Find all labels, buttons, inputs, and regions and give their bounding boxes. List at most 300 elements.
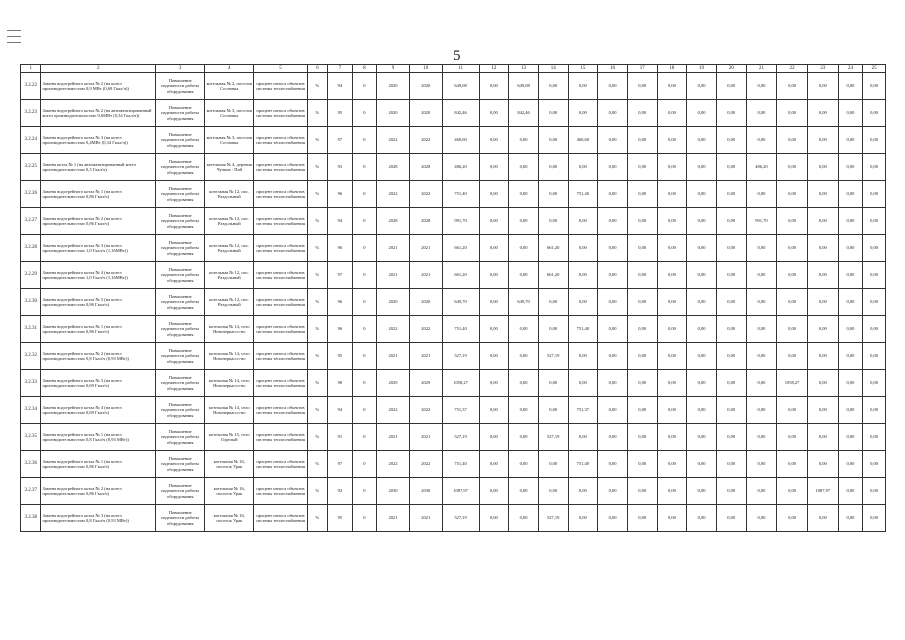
- measure-goal: Повышение надежности работы оборудования: [156, 343, 205, 370]
- base-value: 97: [328, 127, 353, 154]
- total-cost: 1058,27: [442, 370, 479, 397]
- facility: котельная № 16, поселок Урак: [205, 505, 254, 532]
- year-cost-22: 0,00: [777, 235, 808, 262]
- table-row: [21, 451, 886, 478]
- facility: котельная № 12, пос. Раздольный: [205, 181, 254, 208]
- column-number: 14: [538, 65, 568, 73]
- year-cost-23: 0,00: [807, 289, 838, 316]
- year-cost-21: 0,00: [746, 316, 777, 343]
- year-cost-15: 751,37: [568, 397, 598, 424]
- facility: котельная № 12, пос. Раздольный: [205, 262, 254, 289]
- year-cost-13: 649,70: [509, 289, 539, 316]
- facility: котельная № 4, деревня Чучков - Пай: [205, 154, 254, 181]
- year-cost-12: 0,00: [479, 127, 509, 154]
- total-cost: 751,40: [442, 451, 479, 478]
- end-year: 2022: [409, 316, 442, 343]
- year-cost-12: 0,00: [479, 154, 509, 181]
- year-cost-20: 0,00: [716, 316, 746, 343]
- total-cost: 991,70: [442, 208, 479, 235]
- year-cost-20: 0,00: [716, 505, 746, 532]
- year-cost-17: 0,00: [627, 451, 657, 478]
- year-cost-14: 0,00: [538, 154, 568, 181]
- year-cost-17: 0,00: [627, 370, 657, 397]
- row-code: 3.2.33: [21, 370, 41, 397]
- base-value: 96: [328, 316, 353, 343]
- row-code: 3.2.23: [21, 100, 41, 127]
- year-cost-20: 0,00: [716, 289, 746, 316]
- year-cost-23: 0,00: [807, 451, 838, 478]
- year-cost-17: 0,00: [627, 235, 657, 262]
- table-row: [21, 397, 886, 424]
- year-cost-18: 0,00: [657, 397, 687, 424]
- unit: %: [307, 154, 327, 181]
- start-year: 2022: [377, 127, 410, 154]
- year-cost-14: 661,20: [538, 235, 568, 262]
- unit: %: [307, 289, 327, 316]
- year-cost-17: 0,00: [627, 127, 657, 154]
- year-cost-16: 0,00: [598, 181, 628, 208]
- unit: %: [307, 235, 327, 262]
- row-code: 3.2.31: [21, 316, 41, 343]
- unit: %: [307, 262, 327, 289]
- year-cost-12: 0,00: [479, 100, 509, 127]
- total-cost: 661,20: [442, 262, 479, 289]
- unit: %: [307, 505, 327, 532]
- year-cost-23: 0,00: [807, 73, 838, 100]
- year-cost-24: 0,00: [838, 316, 863, 343]
- total-cost: 842,46: [442, 100, 479, 127]
- year-cost-18: 0,00: [657, 424, 687, 451]
- year-cost-24: 0,00: [838, 235, 863, 262]
- year-cost-22: 0,00: [777, 451, 808, 478]
- base-value: 91: [328, 424, 353, 451]
- measure-goal: Повышение надежности работы оборудования: [156, 262, 205, 289]
- column-number: 1: [21, 65, 41, 73]
- year-cost-18: 0,00: [657, 370, 687, 397]
- year-cost-20: 0,00: [716, 181, 746, 208]
- end-year: 2028: [409, 208, 442, 235]
- year-cost-23: 0,00: [807, 262, 838, 289]
- column-number: 22: [777, 65, 808, 73]
- year-cost-25: 0,00: [863, 154, 886, 181]
- year-cost-23: 0,00: [807, 235, 838, 262]
- year-cost-22: 0,00: [777, 316, 808, 343]
- total-cost: 527,19: [442, 505, 479, 532]
- unit: %: [307, 370, 327, 397]
- year-cost-15: 751,40: [568, 316, 598, 343]
- year-cost-24: 0,00: [838, 505, 863, 532]
- year-cost-25: 0,00: [863, 73, 886, 100]
- total-cost: 527,19: [442, 343, 479, 370]
- base-value: 93: [328, 154, 353, 181]
- year-cost-20: 0,00: [716, 451, 746, 478]
- row-code: 3.2.38: [21, 505, 41, 532]
- year-cost-12: 0,00: [479, 73, 509, 100]
- year-cost-14: 0,00: [538, 289, 568, 316]
- total-cost: 649,08: [442, 73, 479, 100]
- year-cost-23: 0,00: [807, 181, 838, 208]
- start-year: 2020: [377, 289, 410, 316]
- row-code: 3.2.25: [21, 154, 41, 181]
- target-value: 0: [352, 262, 377, 289]
- year-cost-25: 0,00: [863, 343, 886, 370]
- year-cost-16: 0,00: [598, 100, 628, 127]
- unit: %: [307, 316, 327, 343]
- table-row: [21, 262, 886, 289]
- year-cost-15: 0,00: [568, 208, 598, 235]
- year-cost-22: 0,00: [777, 424, 808, 451]
- start-year: 2022: [377, 397, 410, 424]
- year-cost-13: 0,00: [509, 370, 539, 397]
- end-year: 2020: [409, 100, 442, 127]
- start-year: 2020: [377, 100, 410, 127]
- year-cost-21: 0,00: [746, 262, 777, 289]
- year-cost-16: 0,00: [598, 208, 628, 235]
- year-cost-17: 0,00: [627, 478, 657, 505]
- year-cost-20: 0,00: [716, 370, 746, 397]
- year-cost-17: 0,00: [627, 262, 657, 289]
- year-cost-16: 0,00: [598, 262, 628, 289]
- measure-name: Замена водогрейного котла № 2 (на котел производительностью 0,8 Гкал/ч (0,93 МВт)): [41, 343, 156, 370]
- end-year: 2028: [409, 154, 442, 181]
- column-number: 6: [307, 65, 327, 73]
- year-cost-22: 0,00: [777, 181, 808, 208]
- year-cost-25: 0,00: [863, 397, 886, 424]
- year-cost-13: 0,00: [509, 424, 539, 451]
- facility: котельная № 16, поселок Урак: [205, 478, 254, 505]
- row-code: 3.2.27: [21, 208, 41, 235]
- table-row: [21, 370, 886, 397]
- end-year: 2021: [409, 424, 442, 451]
- indicator-name: процент износа объектов системы теплоснабжения: [254, 316, 307, 343]
- year-cost-19: 0,00: [687, 235, 717, 262]
- year-cost-21: 0,00: [746, 181, 777, 208]
- end-year: 2020: [409, 289, 442, 316]
- unit: %: [307, 100, 327, 127]
- year-cost-16: 0,00: [598, 316, 628, 343]
- year-cost-25: 0,00: [863, 262, 886, 289]
- table-row: [21, 289, 886, 316]
- indicator-name: процент износа объектов системы теплоснабжения: [254, 235, 307, 262]
- facility: котельная № 3, поселок Сосновка: [205, 127, 254, 154]
- year-cost-20: 0,00: [716, 478, 746, 505]
- year-cost-20: 0,00: [716, 343, 746, 370]
- year-cost-22: 0,00: [777, 289, 808, 316]
- facility: котельная № 14, село Новочеркассо-во: [205, 316, 254, 343]
- year-cost-19: 0,00: [687, 451, 717, 478]
- indicator-name: процент износа объектов системы теплоснабжения: [254, 154, 307, 181]
- end-year: 2021: [409, 505, 442, 532]
- unit: %: [307, 208, 327, 235]
- year-cost-23: 0,00: [807, 127, 838, 154]
- year-cost-17: 0,00: [627, 424, 657, 451]
- target-value: 0: [352, 316, 377, 343]
- year-cost-17: 0,00: [627, 316, 657, 343]
- measure-name: Замена водогрейного котла № 4 (на котел производительностью 0,69 Гкал/ч): [41, 397, 156, 424]
- table-row: [21, 127, 886, 154]
- measure-goal: Повышение надежности работы оборудования: [156, 478, 205, 505]
- year-cost-18: 0,00: [657, 181, 687, 208]
- year-cost-14: 0,00: [538, 397, 568, 424]
- facility: котельная № 12, пос. Раздольный: [205, 208, 254, 235]
- year-cost-12: 0,00: [479, 208, 509, 235]
- year-cost-21: 0,00: [746, 127, 777, 154]
- year-cost-12: 0,00: [479, 370, 509, 397]
- measure-goal: Повышение надежности работы оборудования: [156, 100, 205, 127]
- year-cost-19: 0,00: [687, 316, 717, 343]
- year-cost-25: 0,00: [863, 424, 886, 451]
- year-cost-22: 0,00: [777, 100, 808, 127]
- row-code: 3.2.34: [21, 397, 41, 424]
- column-number: 15: [568, 65, 598, 73]
- end-year: 2022: [409, 451, 442, 478]
- year-cost-18: 0,00: [657, 235, 687, 262]
- total-cost: 751,37: [442, 397, 479, 424]
- year-cost-18: 0,00: [657, 73, 687, 100]
- year-cost-12: 0,00: [479, 424, 509, 451]
- year-cost-24: 0,00: [838, 343, 863, 370]
- year-cost-15: 0,00: [568, 154, 598, 181]
- year-cost-20: 0,00: [716, 100, 746, 127]
- year-cost-24: 0,00: [838, 262, 863, 289]
- year-cost-15: 0,00: [568, 343, 598, 370]
- unit: %: [307, 181, 327, 208]
- row-code: 3.2.29: [21, 262, 41, 289]
- year-cost-16: 0,00: [598, 451, 628, 478]
- year-cost-18: 0,00: [657, 127, 687, 154]
- year-cost-13: 649,08: [509, 73, 539, 100]
- year-cost-18: 0,00: [657, 316, 687, 343]
- base-value: 95: [328, 505, 353, 532]
- year-cost-17: 0,00: [627, 208, 657, 235]
- start-year: 2021: [377, 505, 410, 532]
- target-value: 0: [352, 397, 377, 424]
- year-cost-21: 0,00: [746, 100, 777, 127]
- year-cost-25: 0,00: [863, 451, 886, 478]
- start-year: 2021: [377, 424, 410, 451]
- table-row: [21, 208, 886, 235]
- facility: котельная № 12, пос. Раздольный: [205, 235, 254, 262]
- year-cost-19: 0,00: [687, 181, 717, 208]
- measure-name: Замена водогрейного котла № 3 (на котел производительностью 1,0 Гкал/ч (1,16МВт)): [41, 235, 156, 262]
- year-cost-15: 0,00: [568, 100, 598, 127]
- column-number-row: [21, 65, 886, 73]
- indicator-name: процент износа объектов системы теплоснабжения: [254, 289, 307, 316]
- year-cost-17: 0,00: [627, 100, 657, 127]
- year-cost-19: 0,00: [687, 127, 717, 154]
- base-value: 95: [328, 343, 353, 370]
- base-value: 96: [328, 235, 353, 262]
- start-year: 2020: [377, 73, 410, 100]
- year-cost-21: 0,00: [746, 478, 777, 505]
- year-cost-20: 0,00: [716, 262, 746, 289]
- page-number: 5: [453, 48, 461, 64]
- year-cost-19: 0,00: [687, 370, 717, 397]
- column-number: 12: [479, 65, 509, 73]
- year-cost-24: 0,00: [838, 181, 863, 208]
- year-cost-23: 0,00: [807, 154, 838, 181]
- year-cost-18: 0,00: [657, 208, 687, 235]
- measure-name: Замена водогрейного котла № 2 (на автоматизированный котел производительностью 0,6МВт (0,34 Гкал/ч)): [41, 100, 156, 127]
- year-cost-24: 0,00: [838, 370, 863, 397]
- year-cost-23: 0,00: [807, 505, 838, 532]
- year-cost-14: 0,00: [538, 451, 568, 478]
- column-number: 24: [838, 65, 863, 73]
- facility: котельная № 16, поселок Урак: [205, 451, 254, 478]
- row-code: 3.2.30: [21, 289, 41, 316]
- measure-goal: Повышение надежности работы оборудования: [156, 370, 205, 397]
- facility: котельная № 2, поселок Сосновка: [205, 73, 254, 100]
- end-year: 2022: [409, 127, 442, 154]
- margin-marks: [7, 30, 21, 56]
- program-table: [20, 64, 886, 532]
- start-year: 2022: [377, 181, 410, 208]
- measure-goal: Повышение надежности работы оборудования: [156, 424, 205, 451]
- base-value: 98: [328, 370, 353, 397]
- year-cost-21: 0,00: [746, 235, 777, 262]
- year-cost-15: 0,00: [568, 235, 598, 262]
- year-cost-25: 0,00: [863, 100, 886, 127]
- year-cost-13: 0,00: [509, 343, 539, 370]
- facility: котельная № 15, село Горелый: [205, 424, 254, 451]
- year-cost-17: 0,00: [627, 73, 657, 100]
- base-value: 92: [328, 478, 353, 505]
- year-cost-13: 0,00: [509, 127, 539, 154]
- year-cost-14: 527,19: [538, 424, 568, 451]
- indicator-name: процент износа объектов системы теплоснабжения: [254, 397, 307, 424]
- table-row: [21, 181, 886, 208]
- year-cost-19: 0,00: [687, 397, 717, 424]
- year-cost-14: 0,00: [538, 127, 568, 154]
- facility: котельная № 3, поселок Сосновка: [205, 100, 254, 127]
- target-value: 0: [352, 100, 377, 127]
- start-year: 2021: [377, 235, 410, 262]
- table-row: [21, 316, 886, 343]
- table-row: [21, 478, 886, 505]
- year-cost-18: 0,00: [657, 289, 687, 316]
- column-number: 8: [352, 65, 377, 73]
- year-cost-12: 0,00: [479, 451, 509, 478]
- measure-name: Замена водогрейного котла № 2 (на котел производительностью 0,86 Гкал/ч): [41, 478, 156, 505]
- year-cost-20: 0,00: [716, 127, 746, 154]
- year-cost-21: 0,00: [746, 370, 777, 397]
- year-cost-17: 0,00: [627, 343, 657, 370]
- indicator-name: процент износа объектов системы теплоснабжения: [254, 478, 307, 505]
- year-cost-17: 0,00: [627, 154, 657, 181]
- measure-name: Замена водогрейного котла № 2 (на котел производительностью 0,9 МВт (0,69 Гкал/ч)): [41, 73, 156, 100]
- year-cost-23: 0,00: [807, 370, 838, 397]
- year-cost-12: 0,00: [479, 181, 509, 208]
- year-cost-21: 0,00: [746, 73, 777, 100]
- column-number: 5: [254, 65, 307, 73]
- year-cost-14: 0,00: [538, 100, 568, 127]
- year-cost-20: 0,00: [716, 73, 746, 100]
- measure-goal: Повышение надежности работы оборудования: [156, 154, 205, 181]
- year-cost-25: 0,00: [863, 289, 886, 316]
- table-row: [21, 73, 886, 100]
- column-number: 20: [716, 65, 746, 73]
- year-cost-22: 0,00: [777, 154, 808, 181]
- year-cost-15: 751,40: [568, 181, 598, 208]
- column-number: 11: [442, 65, 479, 73]
- start-year: 2021: [377, 343, 410, 370]
- end-year: 2022: [409, 397, 442, 424]
- year-cost-25: 0,00: [863, 127, 886, 154]
- column-number: 17: [627, 65, 657, 73]
- base-value: 94: [328, 208, 353, 235]
- unit: %: [307, 424, 327, 451]
- year-cost-14: 0,00: [538, 73, 568, 100]
- total-cost: 486,20: [442, 154, 479, 181]
- year-cost-12: 0,00: [479, 343, 509, 370]
- year-cost-15: 0,00: [568, 505, 598, 532]
- end-year: 2022: [409, 181, 442, 208]
- year-cost-20: 0,00: [716, 397, 746, 424]
- year-cost-19: 0,00: [687, 208, 717, 235]
- start-year: 2021: [377, 262, 410, 289]
- measure-goal: Повышение надежности работы оборудования: [156, 505, 205, 532]
- column-number: 16: [598, 65, 628, 73]
- end-year: 2021: [409, 343, 442, 370]
- year-cost-13: 0,00: [509, 181, 539, 208]
- year-cost-18: 0,00: [657, 262, 687, 289]
- unit: %: [307, 478, 327, 505]
- column-number: 19: [687, 65, 717, 73]
- total-cost: 661,20: [442, 235, 479, 262]
- measure-name: Замена водогрейного котла № 1 (на котел производительностью 0,86 Гкал/ч): [41, 316, 156, 343]
- year-cost-16: 0,00: [598, 289, 628, 316]
- total-cost: 460,60: [442, 127, 479, 154]
- measure-goal: Повышение надежности работы оборудования: [156, 73, 205, 100]
- target-value: 0: [352, 370, 377, 397]
- table-row: [21, 424, 886, 451]
- target-value: 0: [352, 478, 377, 505]
- measure-goal: Повышение надежности работы оборудования: [156, 316, 205, 343]
- year-cost-14: 661,20: [538, 262, 568, 289]
- base-value: 96: [328, 181, 353, 208]
- year-cost-19: 0,00: [687, 505, 717, 532]
- target-value: 0: [352, 208, 377, 235]
- year-cost-16: 0,00: [598, 478, 628, 505]
- year-cost-13: 842,46: [509, 100, 539, 127]
- year-cost-16: 0,00: [598, 397, 628, 424]
- year-cost-17: 0,00: [627, 505, 657, 532]
- table-row: [21, 505, 886, 532]
- base-value: 97: [328, 451, 353, 478]
- year-cost-13: 0,00: [509, 505, 539, 532]
- end-year: 2021: [409, 235, 442, 262]
- end-year: 2029: [409, 370, 442, 397]
- column-number: 13: [509, 65, 539, 73]
- total-cost: 1087,97: [442, 478, 479, 505]
- year-cost-12: 0,00: [479, 262, 509, 289]
- year-cost-24: 0,00: [838, 424, 863, 451]
- year-cost-13: 0,00: [509, 478, 539, 505]
- year-cost-15: 460,60: [568, 127, 598, 154]
- year-cost-19: 0,00: [687, 100, 717, 127]
- start-year: 2022: [377, 451, 410, 478]
- year-cost-14: 0,00: [538, 181, 568, 208]
- year-cost-13: 0,00: [509, 316, 539, 343]
- year-cost-18: 0,00: [657, 478, 687, 505]
- indicator-name: процент износа объектов системы теплоснабжения: [254, 424, 307, 451]
- year-cost-15: 0,00: [568, 289, 598, 316]
- year-cost-25: 0,00: [863, 370, 886, 397]
- indicator-name: процент износа объектов системы теплоснабжения: [254, 208, 307, 235]
- year-cost-23: 0,00: [807, 343, 838, 370]
- row-code: 3.2.22: [21, 73, 41, 100]
- measure-goal: Повышение надежности работы оборудования: [156, 451, 205, 478]
